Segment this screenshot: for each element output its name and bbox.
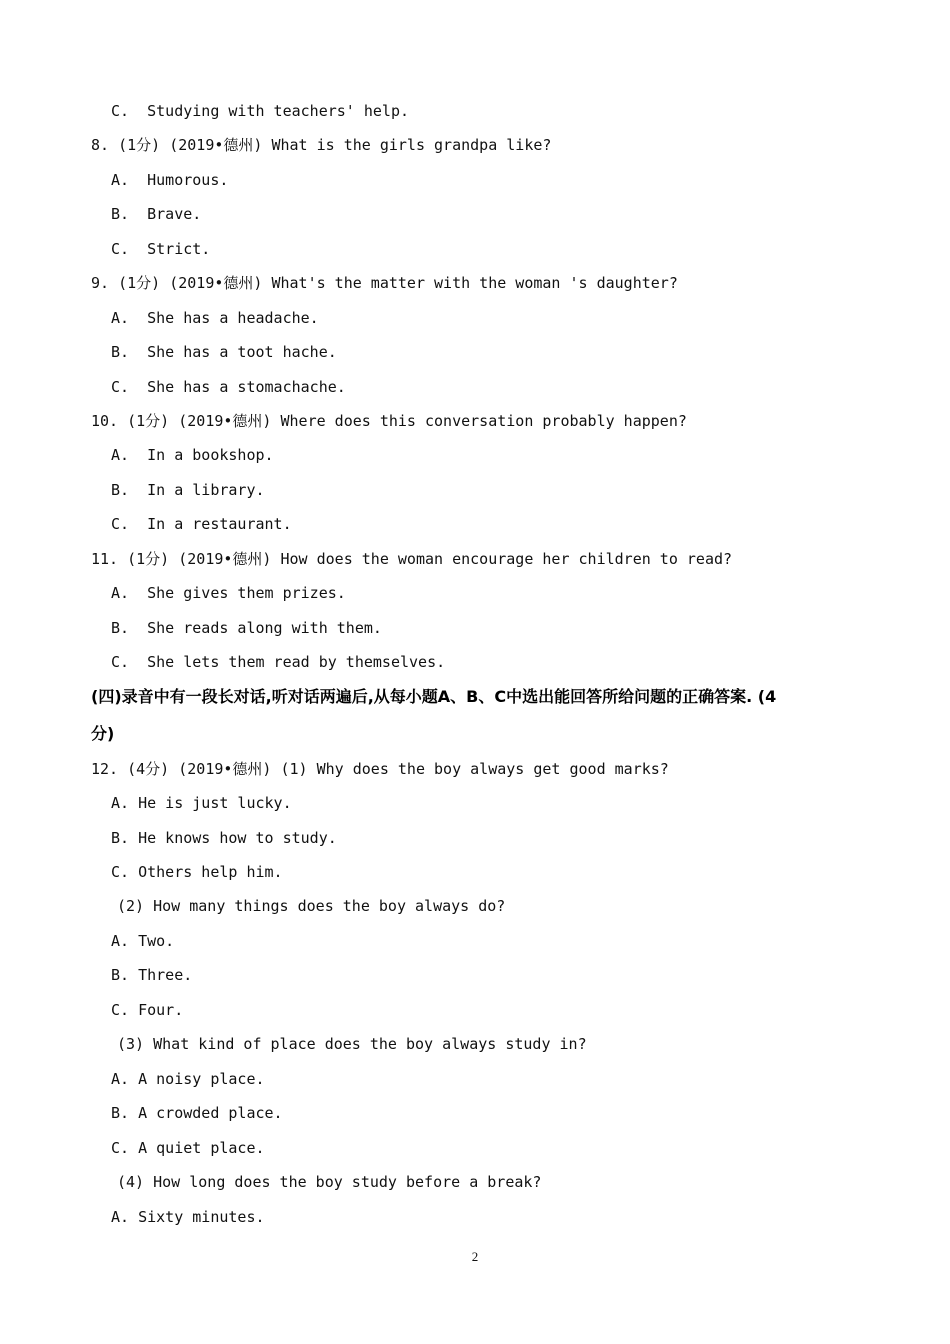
- q12-1-option-a: A. He is just lucky.: [111, 794, 292, 812]
- q9-option-a: A. She has a headache.: [111, 309, 319, 327]
- q12-4-option-a: A. Sixty minutes.: [111, 1208, 265, 1226]
- q10-question: 10. (1分) (2019•德州) Where does this conversation probably happen?: [91, 412, 687, 430]
- q9-option-c: C. She has a stomachache.: [111, 378, 346, 396]
- q12-4-question: (4) How long does the boy study before a break?: [117, 1173, 542, 1191]
- q12-3-question: (3) What kind of place does the boy always study in?: [117, 1035, 587, 1053]
- q12-1-option-b: B. He knows how to study.: [111, 829, 337, 847]
- q11-question: 11. (1分) (2019•德州) How does the woman encourage her children to read?: [91, 550, 733, 568]
- q8-option-b: B. Brave.: [111, 205, 202, 223]
- q10-option-b: B. In a library.: [111, 481, 265, 499]
- q9-question: 9. (1分) (2019•德州) What's the matter with the woman 's daughter?: [91, 274, 678, 292]
- q12-2-question: (2) How many things does the boy always do?: [117, 897, 506, 915]
- q10-option-c: C. In a restaurant.: [111, 515, 292, 533]
- q12-3-option-c: C. A quiet place.: [111, 1139, 265, 1157]
- q12-3-option-a: A. A noisy place.: [111, 1070, 265, 1088]
- q10-option-a: A. In a bookshop.: [111, 446, 274, 464]
- q7-option-c: C. Studying with teachers' help.: [111, 102, 410, 120]
- q12-2-option-c: C. Four.: [111, 1001, 184, 1019]
- q8-option-c: C. Strict.: [111, 240, 211, 258]
- q8-option-a: A. Humorous.: [111, 171, 229, 189]
- q8-question: 8. (1分) (2019•德州) What is the girls grandpa like?: [91, 136, 552, 154]
- q11-option-b: B. She reads along with them.: [111, 619, 382, 637]
- q12-question: 12. (4分) (2019•德州) (1) Why does the boy always get good marks?: [91, 760, 669, 778]
- section-4-heading: (四)录音中有一段长对话,听对话两遍后,从每小题A、B、C中选出能回答所给问题的正确答案. (4: [91, 687, 777, 706]
- q12-2-option-a: A. Two.: [111, 932, 175, 950]
- section-4-heading-cont: 分): [91, 724, 115, 743]
- q11-option-c: C. She lets them read by themselves.: [111, 653, 446, 671]
- q12-1-option-c: C. Others help him.: [111, 863, 283, 881]
- page-number: 2: [471, 1249, 479, 1264]
- q12-2-option-b: B. Three.: [111, 966, 193, 984]
- q9-option-b: B. She has a toot hache.: [111, 343, 337, 361]
- q11-option-a: A. She gives them prizes.: [111, 584, 346, 602]
- q12-3-option-b: B. A crowded place.: [111, 1104, 283, 1122]
